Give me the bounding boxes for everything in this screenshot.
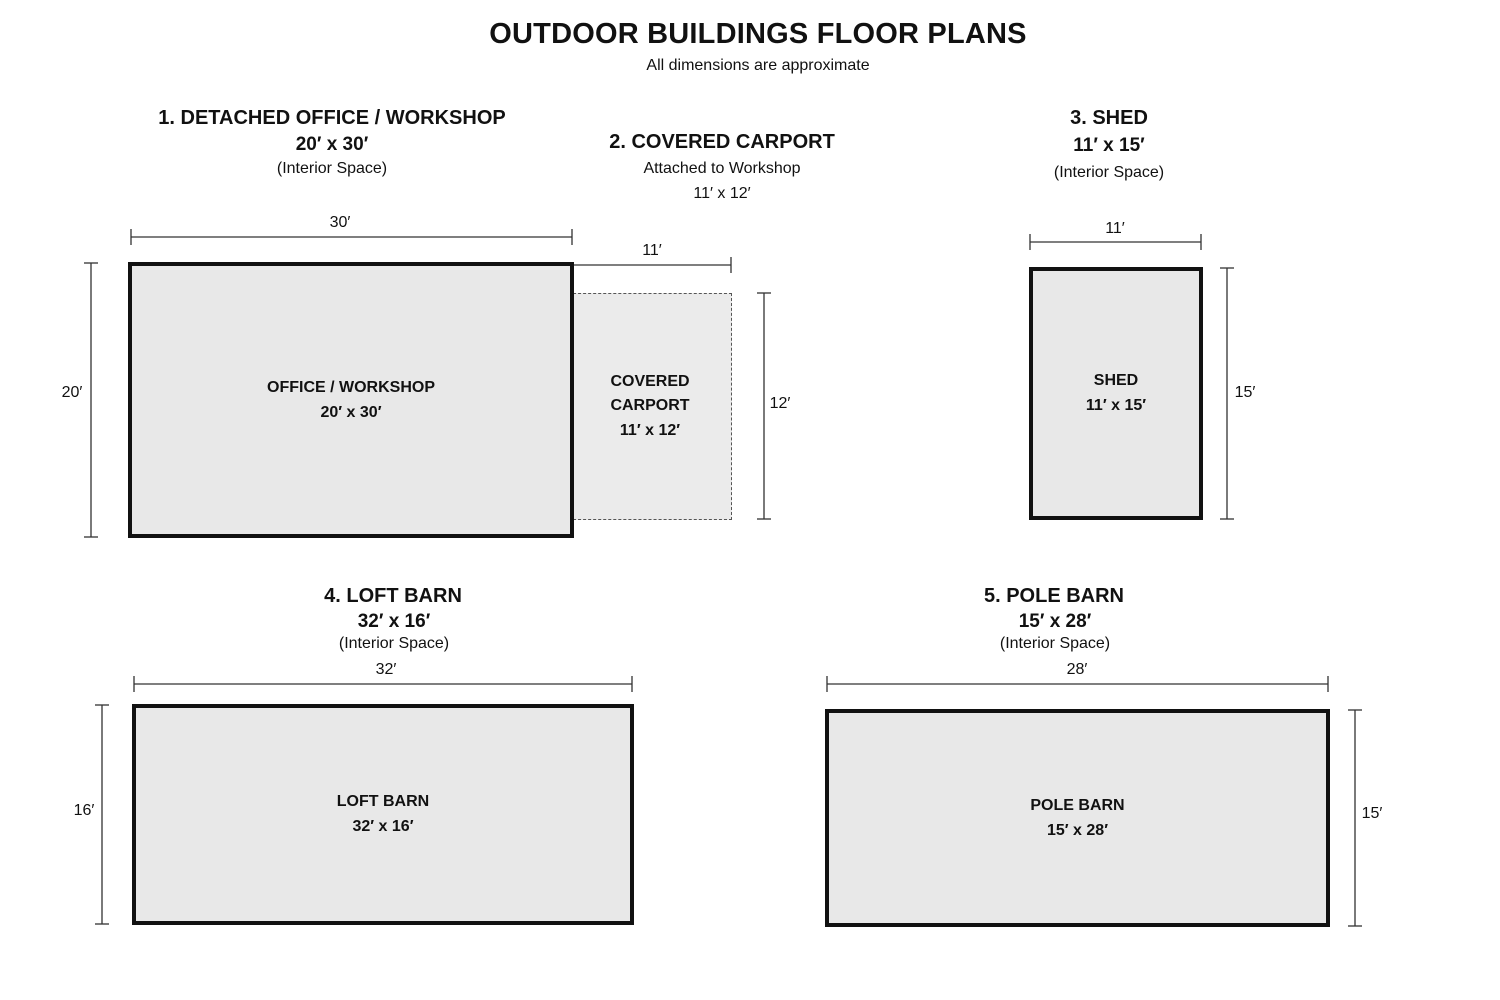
page-title: OUTDOOR BUILDINGS FLOOR PLANS — [489, 18, 1027, 50]
pole-barn-room-label: POLE BARN — [1030, 796, 1125, 814]
shed-floor-plan — [1029, 267, 1203, 520]
office-size: 20′ x 30′ — [295, 134, 369, 155]
carport-room-size: 11′ x 12′ — [619, 422, 681, 439]
pole-barn-width-label: 28′ — [1066, 661, 1088, 678]
loft-barn-width-label: 32′ — [375, 661, 397, 678]
shed-room-label: SHED — [1093, 372, 1139, 389]
office-heading: 1. DETACHED OFFICE / WORKSHOP — [158, 107, 506, 129]
pole-barn-height-label: 15′ — [1361, 805, 1383, 822]
pole-barn-note: (Interior Space) — [999, 635, 1111, 652]
pole-barn-heading: 5. POLE BARN — [983, 585, 1125, 607]
carport-floor-plan — [568, 293, 732, 520]
loft-barn-room-size: 32′ x 16′ — [352, 818, 414, 835]
office-note: (Interior Space) — [276, 160, 388, 177]
office-room-size: 20′ x 30′ — [320, 403, 382, 421]
carport-height-label: 12′ — [769, 395, 791, 412]
shed-note: (Interior Space) — [1053, 164, 1165, 181]
shed-room-size: 11′ x 15′ — [1085, 397, 1147, 414]
office-room-label: OFFICE / WORKSHOP — [267, 378, 435, 396]
shed-heading: 3. SHED — [1070, 107, 1148, 129]
loft-barn-height-label: 16′ — [73, 802, 95, 819]
office-width-label: 30′ — [329, 214, 351, 231]
loft-barn-heading: 4. LOFT BARN — [324, 585, 462, 607]
shed-height-label: 15′ — [1234, 384, 1256, 401]
pole-barn-floor-plan — [825, 709, 1330, 927]
carport-size: 11′ x 12′ — [693, 185, 751, 202]
carport-room-label: COVERED CARPORT — [610, 373, 690, 414]
pole-barn-size: 15′ x 28′ — [1018, 611, 1092, 632]
loft-barn-floor-plan — [132, 704, 634, 925]
shed-size: 11′ x 15′ — [1073, 135, 1145, 156]
loft-barn-size: 32′ x 16′ — [357, 611, 431, 632]
office-height-label: 20′ — [61, 384, 83, 401]
carport-heading: 2. COVERED CARPORT — [609, 131, 835, 153]
pole-barn-room-size: 15′ x 28′ — [1046, 821, 1109, 839]
loft-barn-note: (Interior Space) — [338, 635, 450, 652]
office-workshop-floor-plan — [128, 262, 574, 538]
carport-width-label: 11′ — [642, 242, 662, 259]
shed-width-label: 11′ — [1105, 220, 1125, 237]
carport-note: Attached to Workshop — [643, 160, 801, 177]
loft-barn-room-label: LOFT BARN — [336, 793, 430, 810]
page-subtitle: All dimensions are approximate — [646, 57, 870, 74]
